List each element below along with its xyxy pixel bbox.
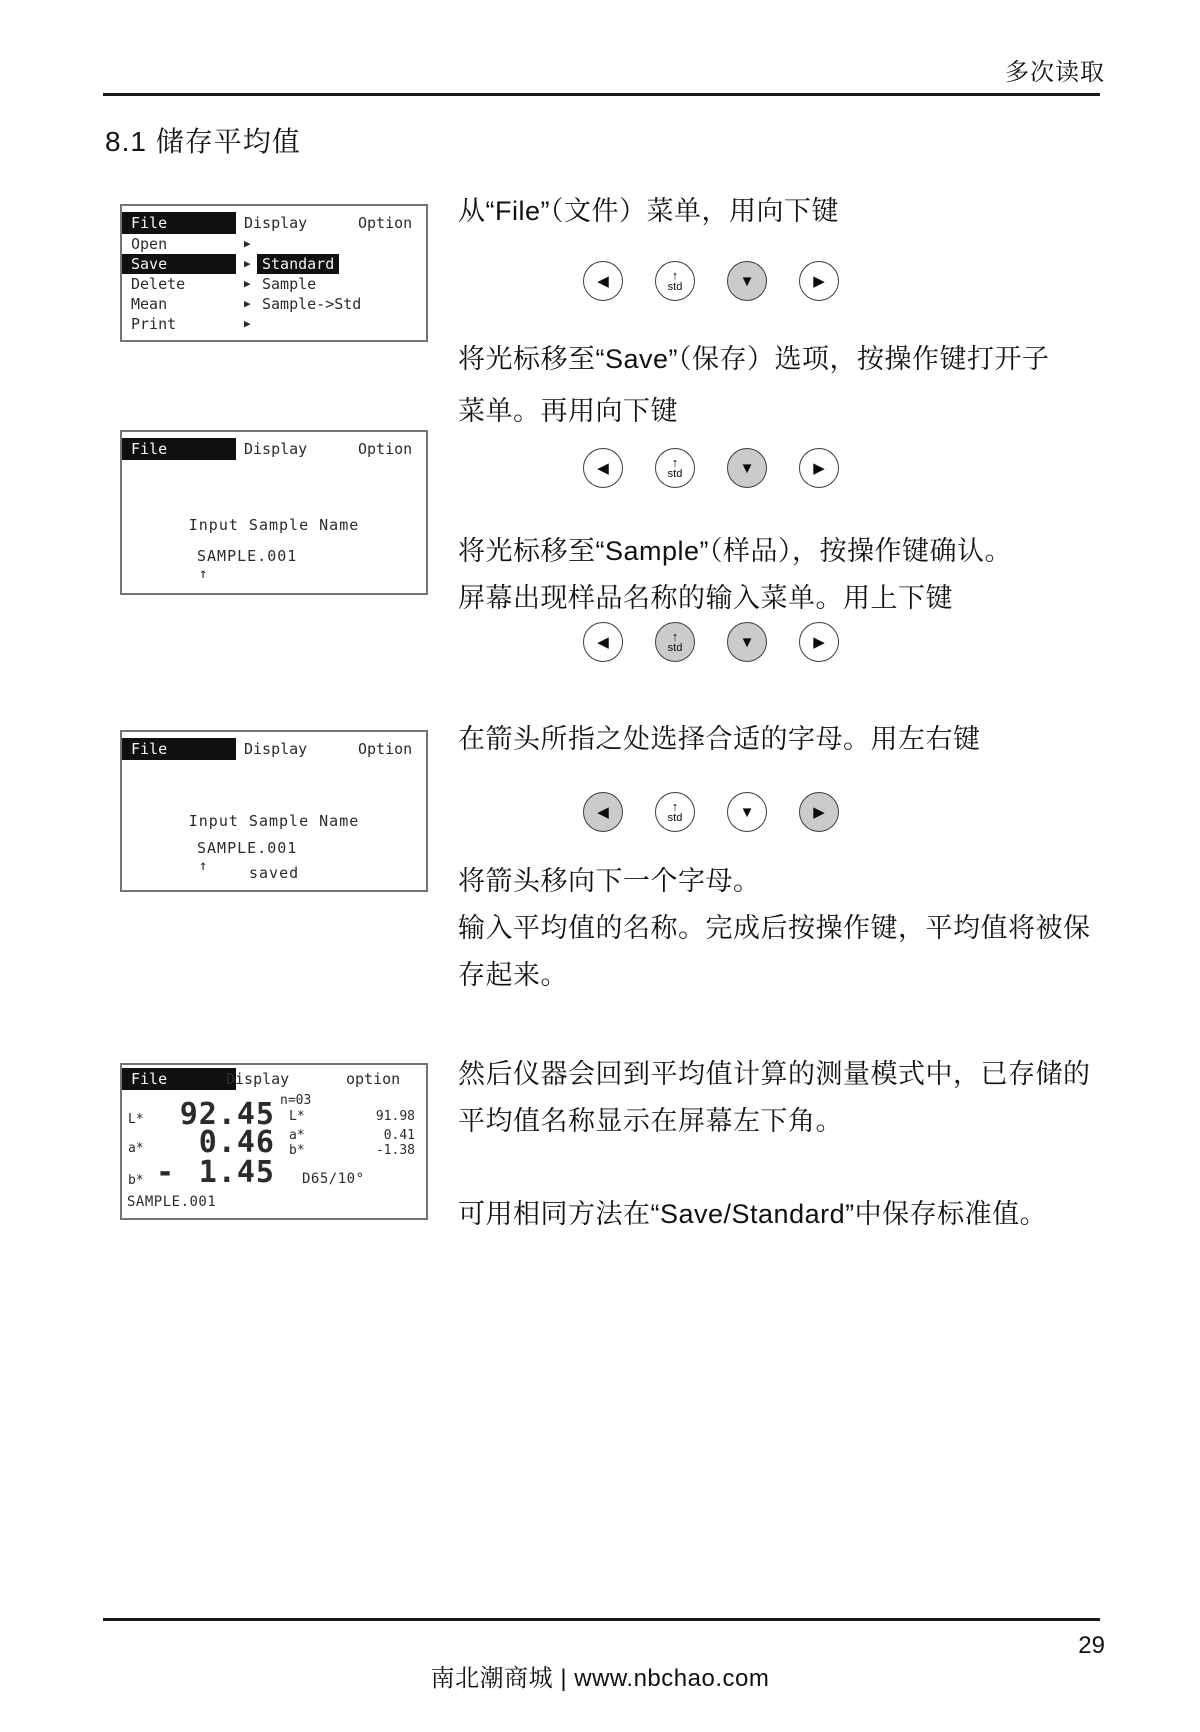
- left-arrow-key: [583, 261, 623, 301]
- big-a-label: a*: [128, 1141, 144, 1156]
- menu-file: File: [122, 212, 236, 234]
- submenu-arrow-icon: ▶: [244, 237, 251, 250]
- instruction-line: 从“File”（文件）菜单，用向下键: [458, 196, 839, 226]
- instruction-line: 将光标移至“Save”（保存）选项，按操作键打开子: [458, 344, 1050, 374]
- menu-option: option: [346, 1070, 401, 1088]
- right-arrow-key: [799, 622, 839, 662]
- keypad-row-4: [583, 792, 839, 832]
- stored-sample-name: SAMPLE.001: [127, 1194, 217, 1210]
- std-up-key: ↑ std: [655, 448, 695, 488]
- right-triangle-icon: ▶: [813, 459, 825, 477]
- ref-L-value: 91.98: [375, 1109, 415, 1124]
- menu-display: Display: [244, 214, 308, 232]
- section-title: 8.1 储存平均值: [105, 126, 301, 157]
- right-arrow-key: [799, 261, 839, 301]
- std-up-key: ↑ std: [655, 622, 695, 662]
- keypad-row-1: [583, 261, 839, 301]
- menu-file: File: [122, 1068, 236, 1090]
- submenu-item-sample: Sample: [262, 275, 317, 293]
- device-screen-input-name: [120, 430, 428, 595]
- big-L-value: 92.45: [179, 1097, 275, 1132]
- up-arrow-icon: ↑: [671, 267, 679, 283]
- right-triangle-icon: ▶: [813, 272, 825, 290]
- sample-name-value: SAMPLE.001: [197, 547, 298, 565]
- menu-item-mean: Mean ▶ Sample->Std: [131, 295, 362, 313]
- saved-status: saved: [249, 864, 300, 882]
- footer-site-text: 南北潮商城 | www.nbchao.com: [430, 1665, 770, 1692]
- big-a-value: 0.46: [198, 1125, 275, 1160]
- device-screen-measurement: [120, 1063, 428, 1220]
- char-cursor-icon: ↑: [199, 566, 208, 582]
- instruction-line: 屏幕出现样品名称的输入菜单。用上下键: [458, 583, 953, 613]
- ref-a-label: a*: [289, 1128, 305, 1143]
- input-prompt: Input Sample Name: [188, 516, 360, 534]
- left-triangle-icon: ◀: [597, 633, 609, 651]
- menu-display: Display: [244, 740, 308, 758]
- down-arrow-key: [727, 261, 767, 301]
- page-number: 29: [1078, 1632, 1105, 1659]
- instruction-line: 将箭头移向下一个字母。: [458, 866, 761, 896]
- up-arrow-icon: ↑: [671, 628, 679, 644]
- menu-file: File: [122, 738, 236, 760]
- down-triangle-icon: ▼: [739, 633, 755, 651]
- menu-option: Option: [358, 440, 413, 458]
- submenu-item-standard: Standard: [257, 254, 339, 274]
- big-b-label: b*: [128, 1173, 144, 1188]
- submenu-arrow-icon: ▶: [244, 297, 251, 310]
- ref-L-label: L*: [289, 1109, 305, 1124]
- down-triangle-icon: ▼: [739, 459, 755, 477]
- ref-b-value: -1.38: [375, 1143, 415, 1158]
- char-cursor-icon: ↑: [199, 858, 208, 874]
- down-triangle-icon: ▼: [739, 272, 755, 290]
- right-triangle-icon: ▶: [813, 633, 825, 651]
- menu-item-print: Print ▶: [131, 315, 251, 333]
- instruction-line: 平均值名称显示在屏幕左下角。: [458, 1106, 843, 1136]
- instruction-line: 输入平均值的名称。完成后按操作键，平均值将被保: [458, 913, 1091, 943]
- submenu-item-sample-to-std: Sample->Std: [262, 295, 362, 313]
- menu-option: Option: [358, 740, 413, 758]
- input-prompt: Input Sample Name: [188, 812, 360, 830]
- instruction-line: 存起来。: [458, 960, 568, 990]
- submenu-arrow-icon: ▶: [244, 317, 251, 330]
- std-up-key: ↑ std: [655, 792, 695, 832]
- left-triangle-icon: ◀: [597, 272, 609, 290]
- illuminant-observer: D65/10°: [302, 1171, 365, 1187]
- submenu-arrow-icon: ▶: [244, 257, 251, 270]
- right-triangle-icon: ▶: [813, 803, 825, 821]
- instruction-line: 然后仪器会回到平均值计算的测量模式中，已存储的: [458, 1059, 1091, 1089]
- sample-name-value: SAMPLE.001: [197, 839, 298, 857]
- big-b-value: 1.45: [198, 1155, 275, 1190]
- down-arrow-key: [727, 622, 767, 662]
- menu-display: Display: [244, 440, 308, 458]
- down-triangle-icon: ▼: [739, 803, 755, 821]
- device-screen-name-saved: [120, 730, 428, 892]
- device-screen-file-menu: [120, 204, 428, 342]
- measurement-count: n=03: [280, 1093, 312, 1108]
- instruction-line: 可用相同方法在“Save/Standard”中保存标准值。: [458, 1199, 1048, 1229]
- std-up-key: ↑ std: [655, 261, 695, 301]
- header-rule: [103, 93, 1100, 96]
- menu-file: File: [122, 438, 236, 460]
- down-arrow-key: [727, 448, 767, 488]
- instruction-line: 将光标移至“Sample”（样品），按操作键确认。: [458, 536, 1013, 566]
- left-triangle-icon: ◀: [597, 803, 609, 821]
- left-arrow-key: [583, 622, 623, 662]
- ref-b-label: b*: [289, 1143, 305, 1158]
- keypad-row-2: [583, 448, 839, 488]
- menu-item-save: Save ▶ Standard: [122, 254, 426, 274]
- keypad-row-3: [583, 622, 839, 662]
- menu-display: Display: [226, 1070, 290, 1088]
- instruction-line: 菜单。再用向下键: [458, 396, 678, 426]
- right-arrow-key: [799, 792, 839, 832]
- left-triangle-icon: ◀: [597, 459, 609, 477]
- down-arrow-key: [727, 792, 767, 832]
- left-arrow-key: [583, 448, 623, 488]
- submenu-arrow-icon: ▶: [244, 277, 251, 290]
- right-arrow-key: [799, 448, 839, 488]
- menu-item-open: Open ▶: [131, 235, 251, 253]
- big-L-label: L*: [128, 1112, 144, 1127]
- ref-a-value: 0.41: [383, 1128, 415, 1143]
- up-arrow-icon: ↑: [671, 798, 679, 814]
- menu-option: Option: [358, 214, 413, 232]
- menu-item-delete: Delete ▶ Sample: [131, 275, 317, 293]
- header-chapter-title: 多次读取: [1005, 59, 1105, 86]
- instruction-line: 在箭头所指之处选择合适的字母。用左右键: [458, 724, 981, 754]
- left-arrow-key: [583, 792, 623, 832]
- footer-rule: [103, 1618, 1100, 1621]
- up-arrow-icon: ↑: [671, 454, 679, 470]
- big-b-minus: -: [156, 1155, 175, 1190]
